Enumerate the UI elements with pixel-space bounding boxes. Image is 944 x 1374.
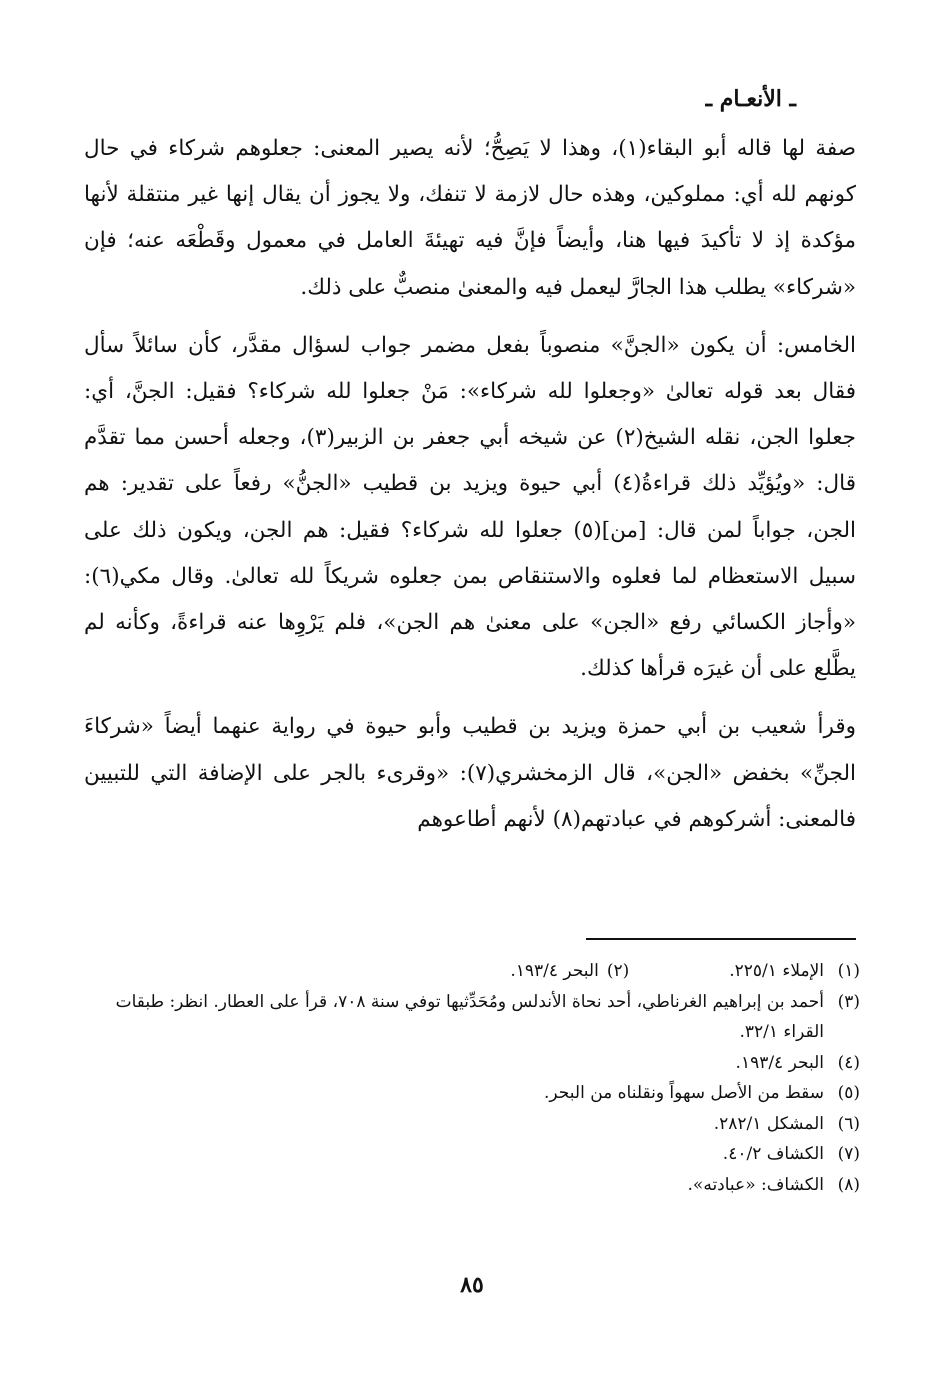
footnote-separator (586, 938, 856, 940)
footnote-text: البحر ١٩٣/٤. (510, 961, 599, 981)
footnote-text: أحمد بن إبراهيم الغرناطي، أحد نحاة الأندلس ومُحَدِّثيها توفي سنة ٧٠٨، قرأ على العطار. انظر: طبقات القراء ٣٢/١. (115, 991, 824, 1042)
footnote-number: (٥) (837, 1083, 860, 1103)
footnote (84, 1078, 860, 1109)
footnote (84, 1109, 860, 1140)
footnotes (84, 956, 860, 1200)
footnote-number: (٧) (837, 1144, 860, 1164)
main-text (84, 126, 856, 843)
footnote-number: (٨) (837, 1174, 860, 1195)
footnote (84, 987, 860, 1048)
footnote-number: (٣) (837, 991, 860, 1012)
running-header: ـ الأنعـام ـ (705, 86, 796, 112)
footnote (84, 1139, 860, 1170)
footnote-number: (٤) (837, 1052, 860, 1073)
paragraph: الخامس: أن يكون «الجنَّ» منصوباً بفعل مضمر جواب لسؤال مقدَّر، كأن سائلاً سأل فقال بعد قوله تعالىٰ «وجعلوا لله شركاء»: مَنْ جعلوا لله شركاء؟ فقيل: الجنَّ، أي: جعلوا الجن، نقله الشيخ(٢) عن شيخه أبي جعفر بن الزبير(٣)، وجعله أحسن مما تقدَّم قال: «ويُؤيِّد ذلك قراءةُ(٤) أبي حيوة ويزيد بن قطيب «الجنُّ» رفعاً على تقدير: هم الجن، جواباً لمن قال: [من](٥) جعلوا لله شركاء؟ فقيل: هم الجن، ويكون ذلك على سبيل الاستعظام لما فعلوه والاستنقاص بمن جعلوه شريكاً لله تعالىٰ. وقال مكي(٦): «وأجاز الكسائي رفع «الجن» على معنىٰ هم الجن»، فلم يَرْوِها عنه قراءةً، وكأنه لم يطَّلع على أن غيرَه قرأها كذلك. (84, 332, 857, 682)
page-number: ٨٥ (460, 1272, 484, 1298)
footnote (84, 956, 860, 987)
footnote (84, 1048, 860, 1079)
footnote-number: (١) (837, 961, 860, 981)
footnote-number: (٢) (606, 961, 630, 981)
paragraph: صفة لها قاله أبو البقاء(١)، وهذا لا يَصِحُّ؛ لأنه يصير المعنى: جعلوهم شركاء في حال كونهم لله أي: مملوكين، وهذه حال لازمة لا تنفك، ولا يجوز أن يقال إنها غير منتقلة لأنها مؤكدة إذ لا تأكيدَ فيها هنا، وأيضاً فإنَّ فيه تهيئةَ العامل في معمول وقَطْعَه عنه؛ فإن «شركاء» يطلب هذا الجارَّ ليعمل فيه والمعنىٰ منصبٌّ على ذلك. (84, 136, 856, 300)
footnote-text: المشكل ٢٨٢/١. (713, 1113, 824, 1134)
footnote-text: البحر ١٩٣/٤. (735, 1052, 824, 1073)
footnote (84, 1170, 860, 1201)
footnote-text: الكشاف ٤٠/٢. (722, 1144, 824, 1164)
footnote-number: (٦) (837, 1113, 860, 1134)
footnote-text: الإملاء ٢٢٥/١. (729, 961, 824, 981)
footnote-text: الكشاف: «عبادته». (687, 1174, 824, 1195)
footnote-text: سقط من الأصل سهواً ونقلناه من البحر. (544, 1083, 824, 1103)
paragraph: وقرأ شعيب بن أبي حمزة ويزيد بن قطيب وأبو حيوة في رواية عنهما أيضاً «شركاءَ الجنِّ» بخفض «الجن»، قال الزمخشري(٧): «وقرىء بالجر على الإضافة التي للتبيين فالمعنى: أشركوهم في عبادتهم(٨) لأنهم أطاعوهم (84, 714, 856, 832)
